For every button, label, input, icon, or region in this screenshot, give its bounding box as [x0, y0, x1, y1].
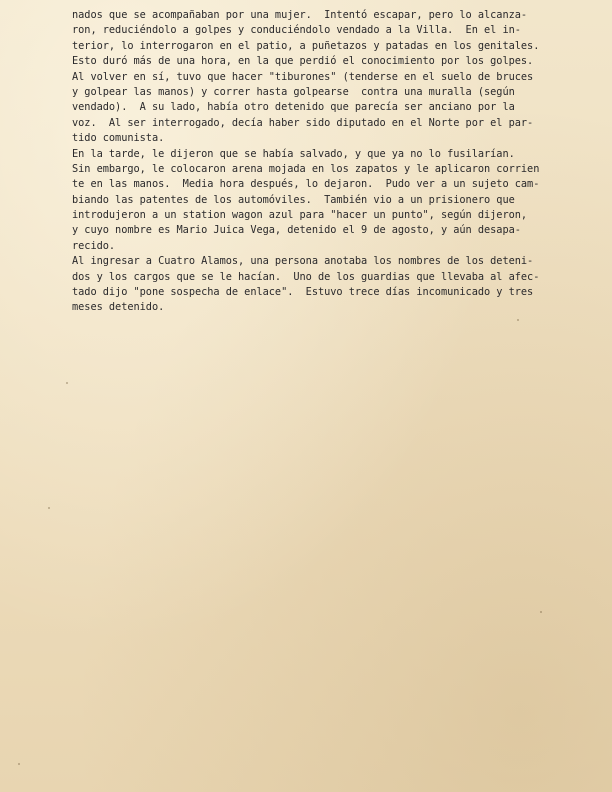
text-line: tado dijo "pone sospecha de enlace". Estuvo trece días incomunicado y tres [72, 286, 534, 299]
text-line: terior, lo interrogaron en el patio, a puñetazos y patadas en los genitales. [72, 39, 540, 52]
paper-speck [540, 611, 542, 613]
text-line: te en las manos. Media hora después, lo dejaron. Pudo ver a un sujeto cam- [72, 178, 540, 191]
text-line: dos y los cargos que se le hacían. Uno de los guardias que llevaba al afec- [72, 270, 540, 283]
text-line: voz. Al ser interrogado, decía haber sido diputado en el Norte por el par- [72, 116, 534, 129]
text-line: meses detenido. [72, 301, 165, 314]
text-line: Sin embargo, le colocaron arena mojada en los zapatos y le aplicaron corrien [72, 162, 540, 175]
text-line: Esto duró más de una hora, en la que perdió el conocimiento por los golpes. [72, 55, 534, 68]
text-line: y golpear las manos) y correr hasta golpearse contra una muralla (según [72, 85, 515, 98]
text-line: Al volver en sí, tuvo que hacer "tiburones" (tenderse en el suelo de bruces [72, 70, 534, 83]
paper-speck [18, 763, 20, 765]
text-line: y cuyo nombre es Mario Juica Vega, detenido el 9 de agosto, y aún desapa- [72, 224, 521, 237]
text-line: En la tarde, le dijeron que se había salvado, y que ya no lo fusilarían. [72, 147, 515, 160]
text-line: biando las patentes de los automóviles. También vio a un prisionero que [72, 193, 515, 206]
paper-speck [66, 382, 68, 384]
paper-speck [48, 507, 50, 509]
typewritten-text [72, 8, 552, 316]
text-line: introdujeron a un station wagon azul para "hacer un punto", según dijeron, [72, 209, 528, 222]
text-line: Al ingresar a Cuatro Alamos, una persona anotaba los nombres de los deteni- [72, 255, 534, 268]
text-line: ron, reduciéndolo a golpes y conduciéndolo vendado a la Villa. En el in- [72, 24, 521, 37]
text-line: recido. [72, 239, 116, 252]
text-line: nados que se acompañaban por una mujer. Intentó escapar, pero lo alcanza- [72, 9, 528, 21]
text-line: tido comunista. [72, 132, 165, 145]
paper-speck [517, 319, 519, 321]
text-line: vendado). A su lado, había otro detenido que parecía ser anciano por la [72, 101, 515, 114]
